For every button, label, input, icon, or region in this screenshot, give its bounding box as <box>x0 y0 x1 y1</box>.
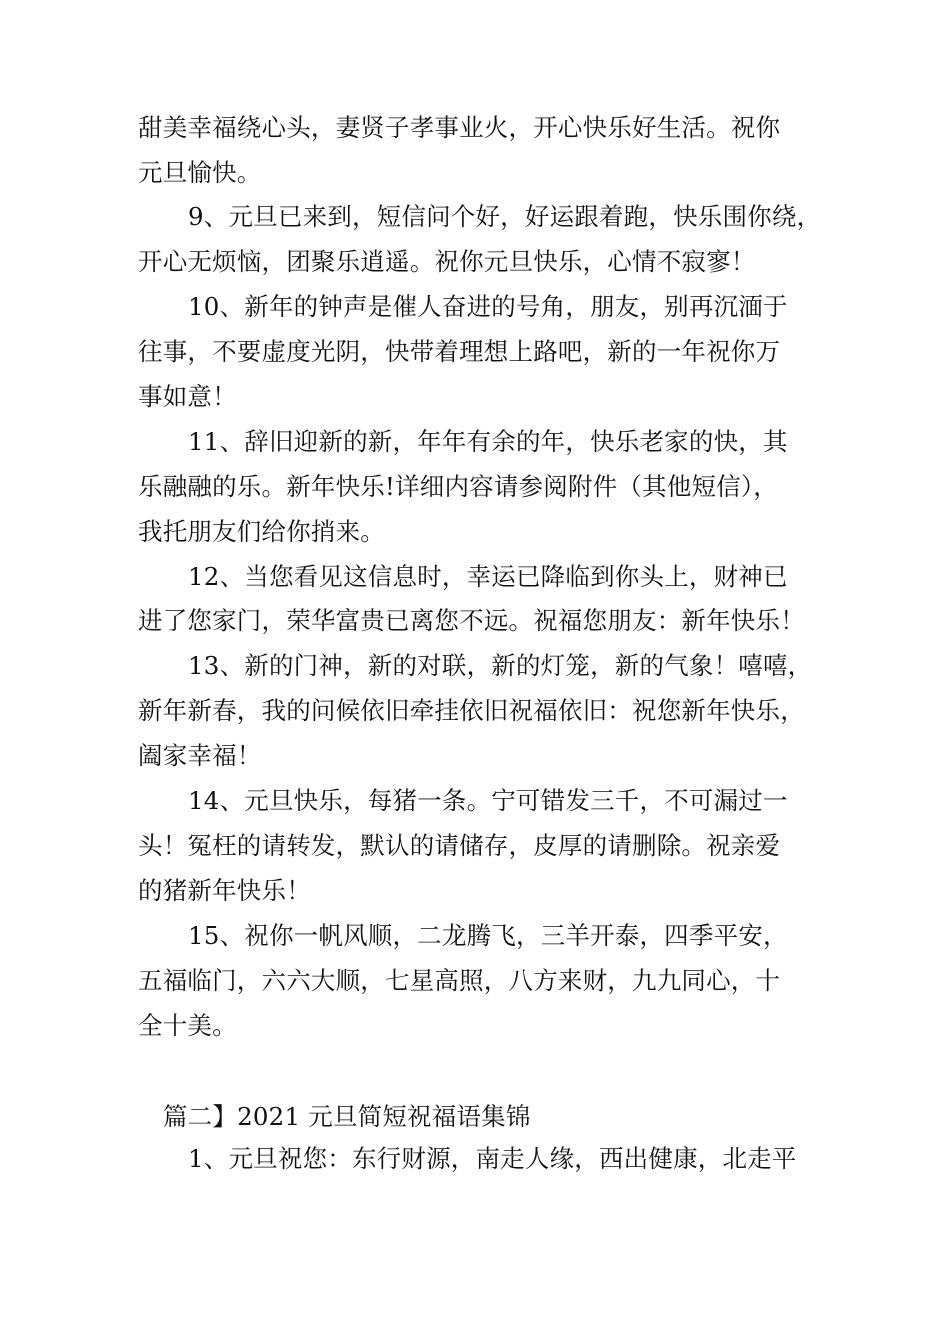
text-line: 11、辞旧迎新的新，年年有余的年，快乐老家的快，其 <box>188 427 788 456</box>
text-line: 甜美幸福绕心头，妻贤子孝事业火，开心快乐好生活。祝你 <box>138 113 781 142</box>
text-line: 全十美。 <box>138 1011 237 1040</box>
text-line: 1、元旦祝您：东行财源，南走人缘，西出健康，北走平 <box>188 1144 797 1173</box>
text-line: 往事，不要虚度光阴，快带着理想上路吧，新的一年祝你万 <box>138 337 781 366</box>
text-line: 事如意！ <box>138 382 237 411</box>
text-line: 乐融融的乐。新年快乐!详细内容请参阅附件（其他短信）， <box>138 472 778 501</box>
text-line: 我托朋友们给你捎来。 <box>138 517 385 546</box>
text-line: 新年新春，我的问候依旧牵挂依旧祝福依旧：祝您新年快乐， <box>138 696 805 725</box>
text-line: 12、当您看见这信息时，幸运已降临到你头上，财神已 <box>188 562 788 591</box>
text-line: 13、新的门神，新的对联，新的灯笼，新的气象！嘻嘻， <box>188 651 813 680</box>
text-line: 15、祝你一帆风顺，二龙腾飞，三羊开泰，四季平安， <box>188 921 788 950</box>
text-line: 的猪新年快乐！ <box>138 876 311 905</box>
text-line: 五福临门，六六大顺，七星高照，八方来财，九九同心，十 <box>138 966 781 995</box>
text-line: 阖家幸福！ <box>138 741 262 770</box>
text-line: 进了您家门，荣华富贵已离您不远。祝福您朋友：新年快乐！ <box>138 606 805 635</box>
text-line: 14、元旦快乐，每猪一条。宁可错发三千，不可漏过一 <box>188 786 788 815</box>
text-line: 头！冤枉的请转发，默认的请储存，皮厚的请删除。祝亲爱 <box>138 831 781 860</box>
text-line: 元旦愉快。 <box>138 158 262 187</box>
text-line: 10、新年的钟声是催人奋进的号角，朋友，别再沉湎于 <box>188 292 788 321</box>
text-line: 开心无烦恼，团聚乐逍遥。祝你元旦快乐，心情不寂寥！ <box>138 247 756 276</box>
text-line: 9、元旦已来到，短信问个好，好运跟着跑，快乐围你绕， <box>188 202 822 231</box>
section-heading: 篇二】2021 元旦简短祝福语集锦 <box>163 1102 531 1131</box>
